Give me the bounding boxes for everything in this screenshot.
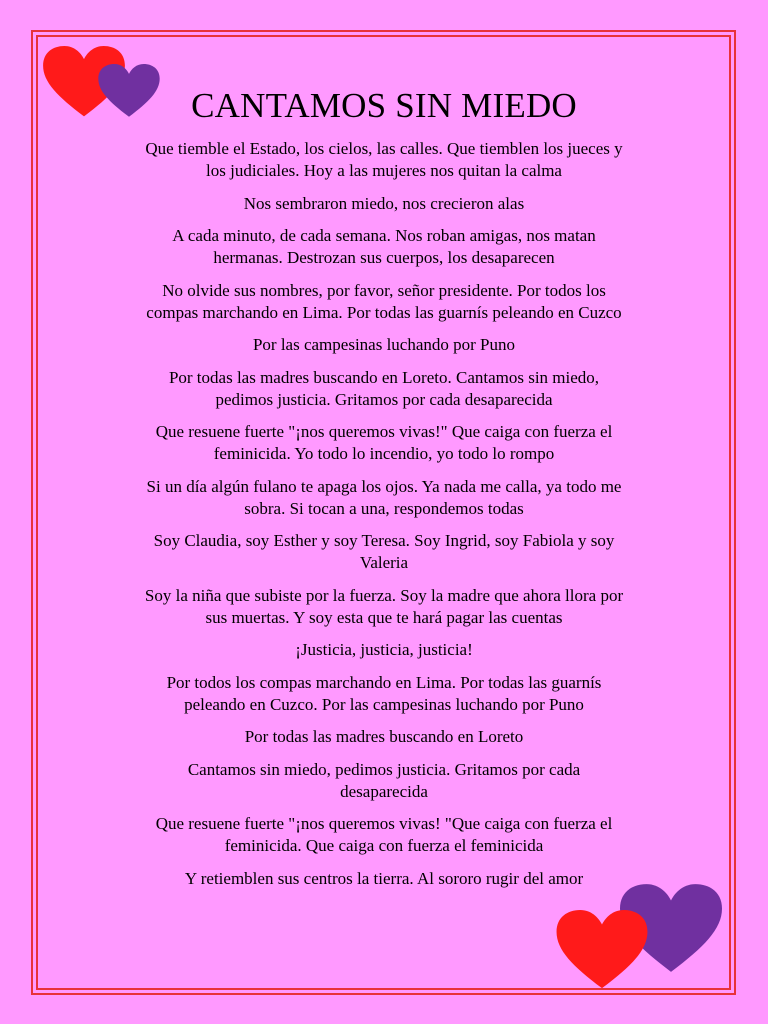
poem-stanza — [100, 138, 668, 182]
poem-stanza — [100, 334, 668, 356]
poem-line: Que tiemble el Estado, los cielos, las calles. Que tiemblen los jueces y — [145, 139, 623, 158]
poem-line: sobra. Si tocan a una, respondemos todas — [244, 498, 524, 518]
poem-line: Que resuene fuerte "¡nos queremos vivas!" Que caiga con fuerza el — [155, 422, 613, 441]
poem-stanza — [100, 759, 668, 803]
poem-stanza — [100, 585, 668, 629]
poem-title: CANTAMOS SIN MIEDO — [191, 86, 577, 125]
poem-stanza — [100, 726, 668, 748]
poem-line: Por todos los compas marchando en Lima. Por todas las guarnís — [166, 672, 602, 692]
poem-stanza — [100, 530, 668, 574]
poem-line: feminicida. Yo todo lo incendio, yo todo lo rompo — [213, 444, 555, 463]
poem-line: Por todas las madres buscando en Loreto — [244, 727, 524, 746]
poem-line: sus muertas. Y soy esta que te hará pagar las cuentas — [205, 607, 563, 627]
poem-stanza — [100, 421, 668, 465]
poem-line: feminicida. Que caiga con fuerza el feminicida — [224, 836, 544, 855]
red-heart-icon — [552, 910, 652, 990]
poem-line: Por todas las madres buscando en Loreto. Cantamos sin miedo, — [168, 367, 600, 387]
poem-stanza — [100, 868, 668, 890]
poem-line: hermanas. Destrozan sus cuerpos, los desaparecen — [213, 248, 555, 267]
poem-line: Valeria — [359, 553, 409, 572]
poem-line: No olvide sus nombres, por favor, señor presidente. Por todos los — [162, 280, 606, 300]
poem-body — [100, 138, 668, 900]
poem-stanza — [100, 476, 668, 520]
poem-stanza — [100, 367, 668, 411]
poem-line: Por las campesinas luchando por Puno — [252, 335, 516, 354]
poem-line: desaparecida — [340, 781, 428, 801]
poem-stanza — [100, 813, 668, 857]
poem-line: Que resuene fuerte "¡nos queremos vivas! "Que caiga con fuerza el — [155, 814, 613, 833]
poem-line: los judiciales. Hoy a las mujeres nos quitan la calma — [206, 161, 562, 180]
poem-stanza — [100, 193, 668, 215]
poem-line: compas marchando en Lima. Por todas las guarnís peleando en Cuzco — [146, 302, 622, 322]
poem-line: pedimos justicia. Gritamos por cada desaparecida — [215, 389, 553, 409]
poem-stanza — [100, 225, 668, 269]
poem-stanza — [100, 639, 668, 661]
poem-line: peleando en Cuzco. Por las campesinas luchando por Puno — [184, 694, 584, 714]
poem-line: Soy Claudia, soy Esther y soy Teresa. Soy Ingrid, soy Fabiola y soy — [153, 531, 615, 550]
poem-line: Si un día algún fulano te apaga los ojos. Ya nada me calla, ya todo me — [146, 476, 622, 496]
poem-stanza — [100, 672, 668, 716]
poem-line: Y retiemblen sus centros la tierra. Al sororo rugir del amor — [184, 868, 584, 888]
poem-line: Cantamos sin miedo, pedimos justicia. Gritamos por cada — [187, 759, 581, 779]
poem-line: ¡Justicia, justicia, justicia! — [295, 640, 473, 659]
poem-line: Nos sembraron miedo, nos crecieron alas — [243, 193, 525, 213]
poem-stanza — [100, 280, 668, 324]
poem-line: A cada minuto, de cada semana. Nos roban amigas, nos matan — [172, 226, 596, 245]
poem-line: Soy la niña que subiste por la fuerza. Soy la madre que ahora llora por — [144, 585, 624, 605]
